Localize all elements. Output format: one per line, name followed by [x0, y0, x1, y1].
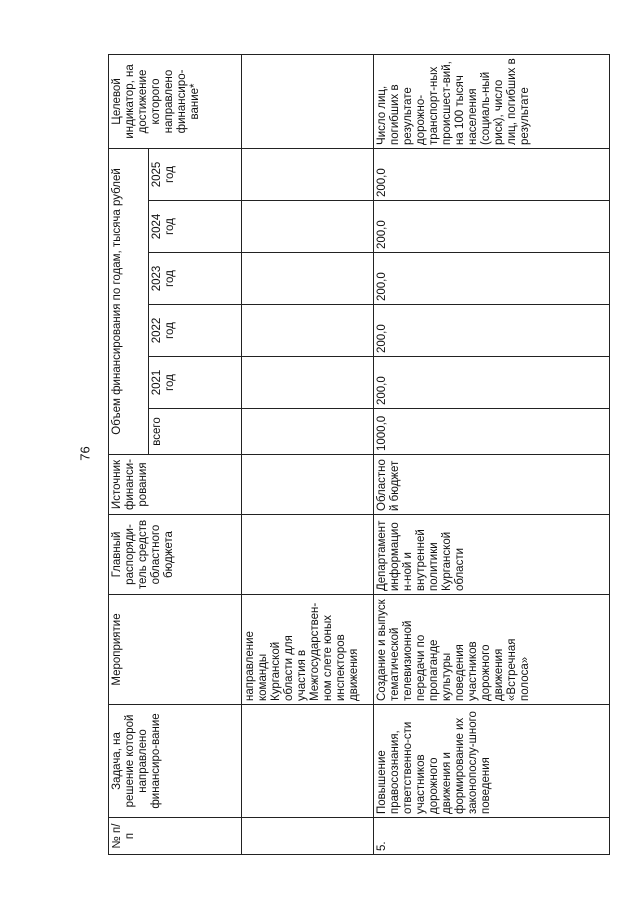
cell-manager [242, 515, 374, 595]
page-number: 76 [77, 446, 93, 461]
cell-num [242, 818, 374, 855]
header-total: всего [149, 409, 242, 455]
cell-indicator: Число лиц, погибших в результате дорожно-транспорт-ных происшест-вий, на 100 тысяч населения (социаль-ный риск), число лиц, погибших в результате [374, 54, 610, 148]
cell-activity: направление команды Курганской области для участия в Межгосударствен-ном слете юных инспекторов движения [242, 595, 374, 705]
cell-activity: Создание и выпуск тематической телевизионной передачи по пропаганде культуры поведения участников дорожного движения «Встречная полоса» [374, 595, 610, 705]
cell-2021 [242, 357, 374, 409]
cell-total: 1000,0 [374, 409, 610, 455]
cell-task: Повышение правосознания, ответственно-сти участников дорожного движения и формирование их законопослу-шного поведения [374, 705, 610, 818]
cell-2023: 200,0 [374, 253, 610, 305]
cell-task [242, 705, 374, 818]
cell-2022 [242, 305, 374, 357]
cell-source: Областной бюджет [374, 455, 610, 515]
cell-source [242, 455, 374, 515]
table-row [242, 54, 374, 854]
cell-2025: 200,0 [374, 148, 610, 200]
rotated-table-wrapper [108, 55, 610, 855]
header-volume: Объем финансирования по годам, тысяча рублей [109, 148, 149, 454]
header-indicator: Целевой индикатор, на достижение которого направлено финансиро-вание* [109, 54, 242, 148]
cell-2022: 200,0 [374, 305, 610, 357]
cell-2023 [242, 253, 374, 305]
cell-total [242, 409, 374, 455]
cell-2021: 200,0 [374, 357, 610, 409]
cell-num: 5. [374, 818, 610, 855]
table-row [374, 54, 610, 854]
header-activity: Мероприятие [109, 595, 242, 705]
header-2022: 2022 год [149, 305, 242, 357]
header-source: Источник финанси-рования [109, 455, 242, 515]
header-2024: 2024 год [149, 201, 242, 253]
header-2025: 2025 год [149, 148, 242, 200]
cell-2024 [242, 201, 374, 253]
header-2023: 2023 год [149, 253, 242, 305]
header-num: № п/п [109, 818, 242, 855]
financing-table [108, 54, 610, 855]
header-task: Задача, на решение которой направлено финансиро-вание [109, 705, 242, 818]
cell-2024: 200,0 [374, 201, 610, 253]
cell-manager: Департамент информацион-ной и внутренней политики Курганской области [374, 515, 610, 595]
cell-2025 [242, 148, 374, 200]
cell-indicator [242, 54, 374, 148]
header-2021: 2021 год [149, 357, 242, 409]
header-manager: Главный распоряди-тель средств областного бюджета [109, 515, 242, 595]
